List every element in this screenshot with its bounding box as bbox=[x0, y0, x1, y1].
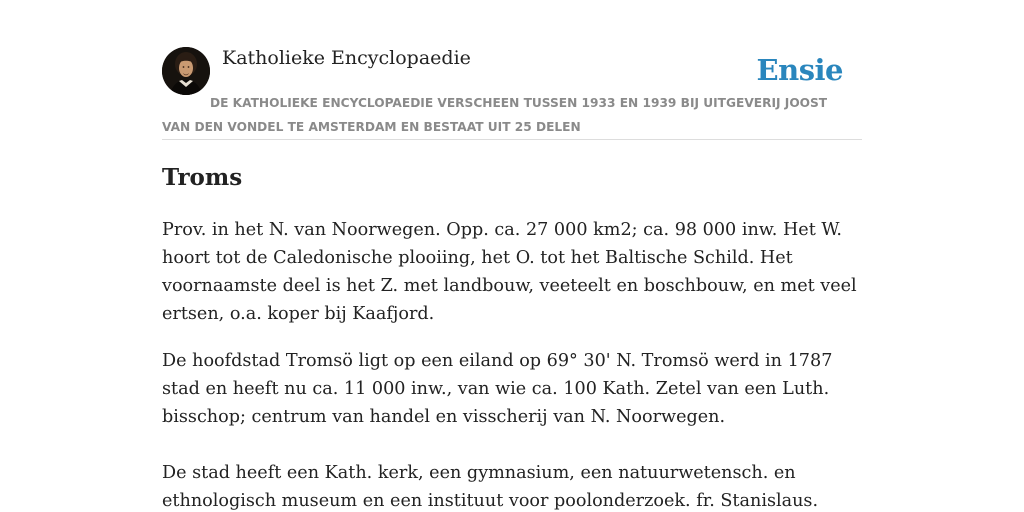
site-header bbox=[162, 46, 862, 140]
article-paragraph: De stad heeft een Kath. kerk, een gymnasium, een natuurwetensch. en ethnologisch museum en een instituut voor poolonderzoek. fr. Stanislaus. bbox=[162, 463, 819, 511]
portrait-avatar-image bbox=[162, 47, 210, 95]
article-title: Troms bbox=[162, 164, 243, 191]
portrait-icon[interactable] bbox=[162, 47, 210, 95]
site-tagline: DE KATHOLIEKE ENCYCLOPAEDIE VERSCHEEN TUSSEN 1933 EN 1939 BIJ UITGEVERIJ JOOST VAN DEN VONDEL TE AMSTERDAM EN BESTAAT UIT 25 DELEN bbox=[162, 96, 828, 134]
article-paragraph: De hoofdstad Tromsö ligt op een eiland op 69° 30' N. Tromsö werd in 1787 stad en heeft nu ca. 11 000 inw., van wie ca. 100 Kath. Zetel van een Luth. bisschop; centrum van handel en visscherij van N. Noorwegen. bbox=[162, 351, 833, 427]
brand-logo[interactable]: Ensie bbox=[756, 53, 843, 87]
article-paragraph: Prov. in het N. van Noorwegen. Opp. ca. 27 000 km2; ca. 98 000 inw. Het W. hoort tot de Caledonische plooiing, het O. tot het Baltische Schild. Het voornaamste deel is het Z. met landbouw, veeteelt en boschbouw, en met veel ertsen, o.a. koper bij Kaafjord. bbox=[162, 220, 857, 324]
site-name[interactable]: Katholieke Encyclopaedie bbox=[222, 47, 471, 69]
